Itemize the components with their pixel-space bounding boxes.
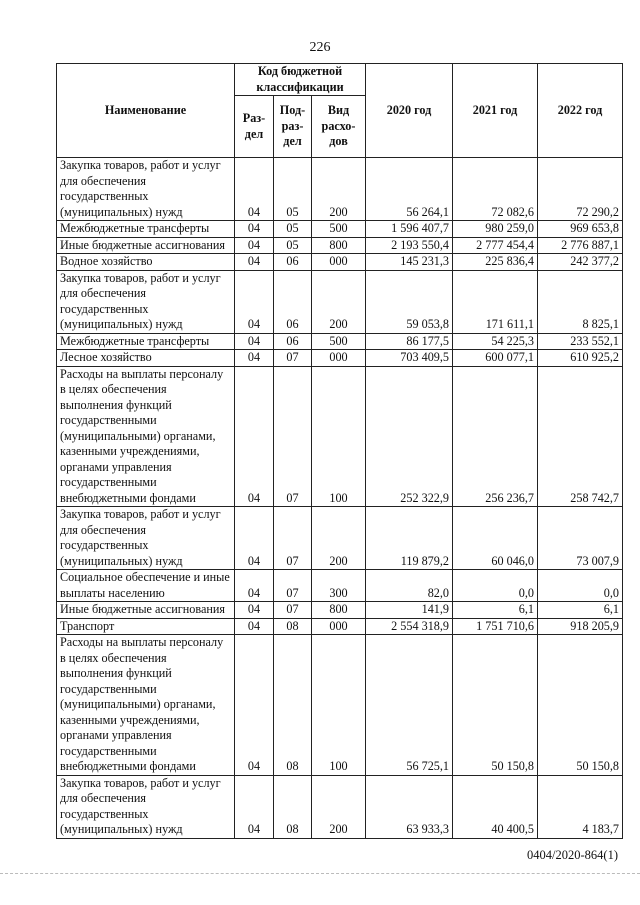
row-value-2020: 1 596 407,7 [366, 221, 453, 238]
row-value-2021: 600 077,1 [453, 350, 538, 367]
bottom-divider [0, 873, 640, 874]
row-value-2022: 8 825,1 [538, 270, 623, 333]
row-value-2021: 225 836,4 [453, 254, 538, 271]
row-name: Иные бюджетные ассигнования [57, 237, 235, 254]
row-value-2021: 72 082,6 [453, 158, 538, 221]
table-row [57, 602, 623, 619]
row-value-2022: 2 776 887,1 [538, 237, 623, 254]
row-name: Закупка товаров, работ и услуг для обеспечения государственных (муниципальных) нужд [57, 507, 235, 570]
row-razdel: 04 [235, 221, 274, 238]
row-name: Иные бюджетные ассигнования [57, 602, 235, 619]
row-value-2021: 2 777 454,4 [453, 237, 538, 254]
row-name: Лесное хозяйство [57, 350, 235, 367]
row-value-2021: 54 225,3 [453, 333, 538, 350]
row-value-2021: 256 236,7 [453, 366, 538, 507]
row-value-2020: 59 053,8 [366, 270, 453, 333]
row-name: Расходы на выплаты персоналу в целях обеспечения выполнения функций государственными (муниципальными) органами, казенными учреждениями, органами управления государственными внебюджетными фондами [57, 635, 235, 776]
row-razdel: 04 [235, 254, 274, 271]
row-podrazdel: 07 [274, 507, 312, 570]
row-value-2021: 40 400,5 [453, 775, 538, 838]
row-razdel: 04 [235, 350, 274, 367]
table-row [57, 507, 623, 570]
row-vid: 000 [312, 350, 366, 367]
row-value-2022: 610 925,2 [538, 350, 623, 367]
row-value-2020: 119 879,2 [366, 507, 453, 570]
row-podrazdel: 07 [274, 570, 312, 602]
row-value-2021: 980 259,0 [453, 221, 538, 238]
row-vid: 100 [312, 635, 366, 776]
row-razdel: 04 [235, 237, 274, 254]
row-podrazdel: 05 [274, 158, 312, 221]
row-razdel: 04 [235, 158, 274, 221]
row-podrazdel: 06 [274, 254, 312, 271]
row-value-2022: 6,1 [538, 602, 623, 619]
row-value-2021: 50 150,8 [453, 635, 538, 776]
page-number: 226 [309, 40, 331, 55]
row-value-2021: 6,1 [453, 602, 538, 619]
row-value-2021: 0,0 [453, 570, 538, 602]
table-row [57, 366, 623, 507]
row-vid: 200 [312, 270, 366, 333]
table-row [57, 158, 623, 221]
row-podrazdel: 05 [274, 237, 312, 254]
row-value-2022: 969 653,8 [538, 221, 623, 238]
table-row [57, 635, 623, 776]
header-podrazdel: Под-раз-дел [274, 96, 312, 158]
row-value-2020: 2 193 550,4 [366, 237, 453, 254]
row-value-2020: 82,0 [366, 570, 453, 602]
row-vid: 500 [312, 333, 366, 350]
row-razdel: 04 [235, 366, 274, 507]
row-name: Транспорт [57, 618, 235, 635]
row-value-2021: 171 611,1 [453, 270, 538, 333]
row-value-2020: 86 177,5 [366, 333, 453, 350]
row-value-2022: 242 377,2 [538, 254, 623, 271]
row-vid: 800 [312, 237, 366, 254]
table-row [57, 221, 623, 238]
row-value-2020: 703 409,5 [366, 350, 453, 367]
row-value-2020: 145 231,3 [366, 254, 453, 271]
row-name: Водное хозяйство [57, 254, 235, 271]
header-razdel: Раз-дел [235, 96, 274, 158]
row-value-2021: 1 751 710,6 [453, 618, 538, 635]
table-row [57, 618, 623, 635]
row-value-2022: 0,0 [538, 570, 623, 602]
budget-table [56, 63, 623, 839]
row-razdel: 04 [235, 270, 274, 333]
row-value-2022: 233 552,1 [538, 333, 623, 350]
row-name: Закупка товаров, работ и услуг для обеспечения государственных (муниципальных) нужд [57, 270, 235, 333]
document-code: 0404/2020-864(1) [527, 848, 618, 862]
row-name: Социальное обеспечение и иные выплаты населению [57, 570, 235, 602]
header-year-2022: 2022 год [538, 64, 623, 158]
row-value-2020: 252 322,9 [366, 366, 453, 507]
row-podrazdel: 08 [274, 618, 312, 635]
row-value-2020: 56 725,1 [366, 635, 453, 776]
row-value-2022: 50 150,8 [538, 635, 623, 776]
header-code-group: Код бюджетной классификации [235, 64, 366, 96]
row-value-2022: 4 183,7 [538, 775, 623, 838]
table-row [57, 333, 623, 350]
row-value-2020: 2 554 318,9 [366, 618, 453, 635]
header-year-2021: 2021 год [453, 64, 538, 158]
row-vid: 200 [312, 507, 366, 570]
table-row [57, 254, 623, 271]
row-razdel: 04 [235, 507, 274, 570]
row-podrazdel: 05 [274, 221, 312, 238]
row-podrazdel: 07 [274, 350, 312, 367]
row-name: Закупка товаров, работ и услуг для обеспечения государственных (муниципальных) нужд [57, 158, 235, 221]
row-value-2022: 918 205,9 [538, 618, 623, 635]
header-name: Наименование [57, 64, 235, 158]
row-value-2022: 72 290,2 [538, 158, 623, 221]
row-podrazdel: 06 [274, 270, 312, 333]
row-vid: 200 [312, 158, 366, 221]
row-razdel: 04 [235, 570, 274, 602]
table-row [57, 270, 623, 333]
row-razdel: 04 [235, 635, 274, 776]
row-vid: 300 [312, 570, 366, 602]
row-value-2022: 73 007,9 [538, 507, 623, 570]
table-row [57, 350, 623, 367]
table-row [57, 775, 623, 838]
row-value-2022: 258 742,7 [538, 366, 623, 507]
row-value-2020: 63 933,3 [366, 775, 453, 838]
row-vid: 000 [312, 618, 366, 635]
header-year-2020: 2020 год [366, 64, 453, 158]
row-value-2020: 56 264,1 [366, 158, 453, 221]
header-vid: Вид расхо-дов [312, 96, 366, 158]
row-podrazdel: 08 [274, 775, 312, 838]
row-name: Межбюджетные трансферты [57, 221, 235, 238]
row-name: Закупка товаров, работ и услуг для обеспечения государственных (муниципальных) нужд [57, 775, 235, 838]
row-vid: 200 [312, 775, 366, 838]
row-razdel: 04 [235, 602, 274, 619]
table-row [57, 237, 623, 254]
row-podrazdel: 06 [274, 333, 312, 350]
row-value-2020: 141,9 [366, 602, 453, 619]
row-razdel: 04 [235, 775, 274, 838]
table-body [57, 158, 623, 839]
row-vid: 100 [312, 366, 366, 507]
row-name: Межбюджетные трансферты [57, 333, 235, 350]
row-razdel: 04 [235, 618, 274, 635]
row-vid: 000 [312, 254, 366, 271]
row-podrazdel: 07 [274, 602, 312, 619]
row-name: Расходы на выплаты персоналу в целях обеспечения выполнения функций государственными (муниципальными) органами, казенными учреждениями, органами управления государственными внебюджетными фондами [57, 366, 235, 507]
table-row [57, 570, 623, 602]
row-podrazdel: 07 [274, 366, 312, 507]
row-vid: 800 [312, 602, 366, 619]
row-vid: 500 [312, 221, 366, 238]
row-value-2021: 60 046,0 [453, 507, 538, 570]
row-podrazdel: 08 [274, 635, 312, 776]
row-razdel: 04 [235, 333, 274, 350]
